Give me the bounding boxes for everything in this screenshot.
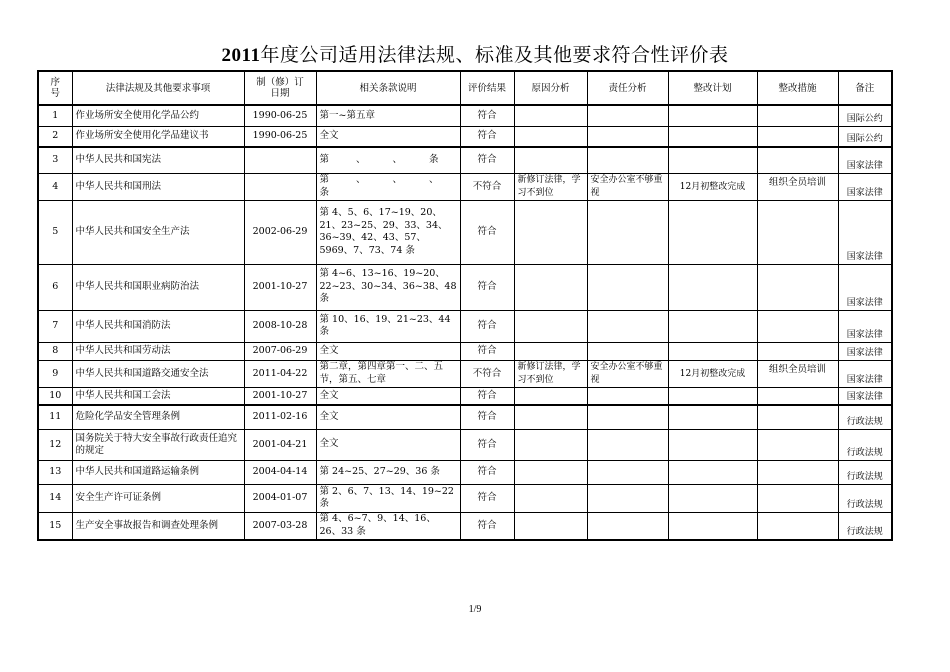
table-cell-no: 15: [38, 512, 72, 540]
table-cell-date: 2007-03-28: [244, 512, 316, 540]
table-row: [38, 310, 892, 342]
table-cell-resp: 安全办公室不够重视: [587, 173, 668, 200]
table-cell-measure: 组织全员培训: [757, 360, 838, 387]
table-cell-resp: [587, 147, 668, 173]
header-plan: 整改计划: [668, 71, 757, 105]
table-cell-measure: [757, 105, 838, 126]
table-cell-no: 11: [38, 405, 72, 429]
table-cell-law: 中华人民共和国道路交通安全法: [72, 360, 244, 387]
table-cell-eval: 不符合: [460, 360, 514, 387]
table-cell-no: 1: [38, 105, 72, 126]
table-cell-clause: 第二章，第四章第一、二、五节，第五、七章: [316, 360, 460, 387]
table-cell-eval: 符合: [460, 460, 514, 484]
table-cell-date: 2004-01-07: [244, 484, 316, 512]
table-cell-notes: 行政法规: [838, 429, 892, 460]
table-cell-measure: [757, 429, 838, 460]
table-cell-notes: 国家法律: [838, 264, 892, 310]
table-cell-law: 中华人民共和国劳动法: [72, 342, 244, 360]
table-row: [38, 405, 892, 429]
table-cell-measure: [757, 512, 838, 540]
table-cell-law: 中华人民共和国工会法: [72, 387, 244, 405]
table-cell-notes: 国家法律: [838, 360, 892, 387]
table-cell-resp: [587, 264, 668, 310]
table-cell-clause: 全文: [316, 405, 460, 429]
table-cell-date: 2001-10-27: [244, 387, 316, 405]
table-cell-eval: 符合: [460, 342, 514, 360]
table-cell-measure: 组织全员培训: [757, 173, 838, 200]
table-cell-no: 4: [38, 173, 72, 200]
table-cell-plan: [668, 264, 757, 310]
table-cell-measure: [757, 126, 838, 147]
table-cell-measure: [757, 387, 838, 405]
table-cell-clause: 第 4、5、6、17~19、20、21、23~25、29、33、34、36~39、42、43、57、5969、7、73、74 条: [316, 200, 460, 264]
table-cell-date: 1990-06-25: [244, 105, 316, 126]
table-cell-law: 中华人民共和国安全生产法: [72, 200, 244, 264]
table-row: [38, 200, 892, 264]
table-cell-resp: [587, 405, 668, 429]
table-cell-resp: [587, 460, 668, 484]
table-cell-notes: 国家法律: [838, 387, 892, 405]
table-cell-no: 14: [38, 484, 72, 512]
table-cell-law: 生产安全事故报告和调查处理条例: [72, 512, 244, 540]
table-cell-clause: 第 、 、 条: [316, 147, 460, 173]
table-cell-measure: [757, 484, 838, 512]
table-cell-cause: [514, 405, 587, 429]
table-cell-no: 7: [38, 310, 72, 342]
table-cell-eval: 符合: [460, 264, 514, 310]
table-cell-cause: [514, 484, 587, 512]
table-cell-cause: [514, 310, 587, 342]
table-cell-no: 6: [38, 264, 72, 310]
table-row: [38, 342, 892, 360]
table-cell-clause: 第 24~25、27~29、36 条: [316, 460, 460, 484]
table-cell-eval: 符合: [460, 126, 514, 147]
page-title: [0, 40, 950, 67]
table-cell-notes: 国际公约: [838, 105, 892, 126]
table-cell-clause: 第 、 、 、 条: [316, 173, 460, 200]
table-row: [38, 460, 892, 484]
table-cell-date: 2007-06-29: [244, 342, 316, 360]
table-cell-cause: [514, 460, 587, 484]
table-cell-notes: 国家法律: [838, 147, 892, 173]
table-cell-plan: [668, 147, 757, 173]
table-cell-plan: [668, 105, 757, 126]
table-cell-date: 2011-02-16: [244, 405, 316, 429]
header-resp: 责任分析: [587, 71, 668, 105]
table-cell-notes: 国家法律: [838, 173, 892, 200]
table-cell-date: [244, 147, 316, 173]
table-cell-eval: 符合: [460, 387, 514, 405]
table-cell-cause: 新修订法律，学习不到位: [514, 173, 587, 200]
table-cell-date: 2001-10-27: [244, 264, 316, 310]
table-cell-plan: 12月初整改完成: [668, 173, 757, 200]
table-cell-date: 2011-04-22: [244, 360, 316, 387]
table-cell-law: 中华人民共和国消防法: [72, 310, 244, 342]
header-date: 制（修）订日期: [244, 71, 316, 105]
table-cell-cause: [514, 342, 587, 360]
table-cell-cause: [514, 264, 587, 310]
table-cell-cause: [514, 387, 587, 405]
table-cell-date: [244, 173, 316, 200]
table-cell-cause: [514, 147, 587, 173]
page-number: 1/9: [468, 604, 482, 615]
table-cell-notes: 国家法律: [838, 200, 892, 264]
table-cell-resp: [587, 342, 668, 360]
table-row: [38, 264, 892, 310]
table-cell-law: 危险化学品安全管理条例: [72, 405, 244, 429]
table-cell-law: 中华人民共和国道路运输条例: [72, 460, 244, 484]
table-cell-plan: [668, 342, 757, 360]
table-row: [38, 484, 892, 512]
table-cell-eval: 符合: [460, 310, 514, 342]
table-cell-law: 中华人民共和国宪法: [72, 147, 244, 173]
table-cell-no: 10: [38, 387, 72, 405]
table-cell-notes: 行政法规: [838, 512, 892, 540]
table-cell-cause: 新修订法律，学习不到位: [514, 360, 587, 387]
table-cell-measure: [757, 342, 838, 360]
table-row: [38, 512, 892, 540]
table-body: [38, 105, 892, 540]
title-text: 年度公司适用法律法规、标准及其他要求符合性评价表: [260, 44, 729, 66]
table-cell-clause: 第 2、6、7、13、14、19~22 条: [316, 484, 460, 512]
table-cell-resp: [587, 429, 668, 460]
header-no: 序号: [38, 71, 72, 105]
table-cell-measure: [757, 147, 838, 173]
table-cell-plan: 12月初整改完成: [668, 360, 757, 387]
table-cell-notes: 国家法律: [838, 342, 892, 360]
table-cell-notes: 行政法规: [838, 405, 892, 429]
compliance-table: [37, 70, 893, 541]
table-row: [38, 105, 892, 126]
table-cell-no: 3: [38, 147, 72, 173]
table-row: [38, 387, 892, 405]
table-cell-law: 作业场所安全使用化学品建议书: [72, 126, 244, 147]
title-year: 2011: [221, 45, 261, 66]
table-cell-clause: 全文: [316, 126, 460, 147]
table-cell-clause: 全文: [316, 342, 460, 360]
table-row: [38, 147, 892, 173]
table-cell-clause: 第一~第五章: [316, 105, 460, 126]
table-cell-cause: [514, 105, 587, 126]
table-cell-plan: [668, 310, 757, 342]
table-cell-eval: 符合: [460, 405, 514, 429]
table-cell-clause: 第 10、16、19、21~23、44 条: [316, 310, 460, 342]
table-row: [38, 126, 892, 147]
header-law: 法律法规及其他要求事项: [72, 71, 244, 105]
table-cell-notes: 行政法规: [838, 460, 892, 484]
table-cell-measure: [757, 200, 838, 264]
table-cell-eval: 符合: [460, 429, 514, 460]
table-cell-eval: 符合: [460, 105, 514, 126]
table-cell-law: 中华人民共和国职业病防治法: [72, 264, 244, 310]
table-row: [38, 360, 892, 387]
table-cell-cause: [514, 512, 587, 540]
table-cell-resp: [587, 200, 668, 264]
table-cell-no: 8: [38, 342, 72, 360]
table-header-row: [38, 71, 892, 105]
table-cell-resp: [587, 310, 668, 342]
table-cell-resp: [587, 126, 668, 147]
table-cell-no: 12: [38, 429, 72, 460]
table-cell-resp: [587, 512, 668, 540]
table-cell-eval: 符合: [460, 484, 514, 512]
table-cell-law: 作业场所安全使用化学品公约: [72, 105, 244, 126]
table-cell-law: 国务院关于特大安全事故行政责任追究的规定: [72, 429, 244, 460]
table-cell-notes: 行政法规: [838, 484, 892, 512]
table-cell-law: 中华人民共和国刑法: [72, 173, 244, 200]
table-cell-resp: 安全办公室不够重视: [587, 360, 668, 387]
table-cell-eval: 不符合: [460, 173, 514, 200]
table-cell-date: 2008-10-28: [244, 310, 316, 342]
table-cell-plan: [668, 484, 757, 512]
table-cell-plan: [668, 512, 757, 540]
table-cell-measure: [757, 310, 838, 342]
table-cell-date: 2004-04-14: [244, 460, 316, 484]
table-cell-no: 9: [38, 360, 72, 387]
table-cell-resp: [587, 387, 668, 405]
table-cell-plan: [668, 387, 757, 405]
header-clause: 相关条款说明: [316, 71, 460, 105]
table-cell-date: 2001-04-21: [244, 429, 316, 460]
table-cell-law: 安全生产许可证条例: [72, 484, 244, 512]
table-cell-notes: 国际公约: [838, 126, 892, 147]
table-cell-plan: [668, 429, 757, 460]
header-cause: 原因分析: [514, 71, 587, 105]
table-cell-measure: [757, 264, 838, 310]
table-cell-plan: [668, 405, 757, 429]
header-notes: 备注: [838, 71, 892, 105]
table-cell-clause: 全文: [316, 429, 460, 460]
header-eval: 评价结果: [460, 71, 514, 105]
table-cell-measure: [757, 460, 838, 484]
table-cell-clause: 第 4~6、13~16、19~20、22~23、30~34、36~38、48 条: [316, 264, 460, 310]
table-cell-measure: [757, 405, 838, 429]
table-row: [38, 429, 892, 460]
table-row: [38, 173, 892, 200]
table-cell-plan: [668, 126, 757, 147]
table-cell-date: 2002-06-29: [244, 200, 316, 264]
table-cell-eval: 符合: [460, 512, 514, 540]
table-cell-plan: [668, 460, 757, 484]
table-cell-eval: 符合: [460, 147, 514, 173]
table-cell-date: 1990-06-25: [244, 126, 316, 147]
header-measure: 整改措施: [757, 71, 838, 105]
table-cell-plan: [668, 200, 757, 264]
table-cell-cause: [514, 200, 587, 264]
table-cell-clause: 第 4、6~7、9、14、16、26、33 条: [316, 512, 460, 540]
table-cell-cause: [514, 429, 587, 460]
table-cell-no: 13: [38, 460, 72, 484]
table-cell-eval: 符合: [460, 200, 514, 264]
table-cell-notes: 国家法律: [838, 310, 892, 342]
table-cell-clause: 全文: [316, 387, 460, 405]
table-cell-no: 2: [38, 126, 72, 147]
table-cell-resp: [587, 105, 668, 126]
table-cell-resp: [587, 484, 668, 512]
table-cell-cause: [514, 126, 587, 147]
table-cell-no: 5: [38, 200, 72, 264]
